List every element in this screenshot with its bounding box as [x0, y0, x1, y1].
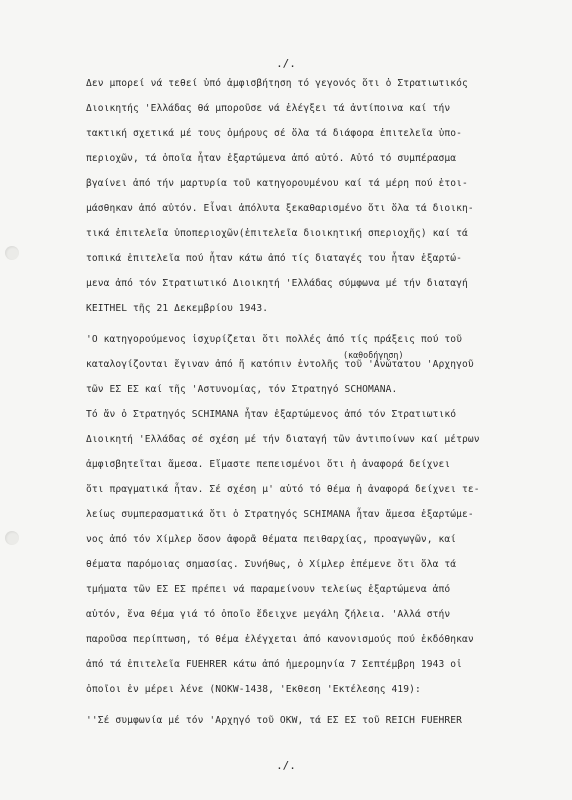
text-line: Τό ἄν ὁ Στρατηγός SCHIMANA ἦταν ἐξαρτώμενος ἀπό τόν Στρατιωτικό: [86, 409, 457, 420]
text-line: ''Σέ συμφωνία μέ τόν 'Αρχηγό τοῦ OKW, τά ΕΣ ΕΣ τοῦ REICH FUEHRER: [86, 715, 463, 726]
text-line: ἀπό τά ἐπιτελεῖα FUEHRER κάτω ἀπό ἡμερομηνία 7 Σεπτέμβρη 1943 οἱ: [86, 659, 463, 670]
text-line: ὁποῖοι ἐν μέρει λένε (NOKW-1438, 'Εκθεση 'Εκτέλεσης 419):: [86, 684, 421, 695]
text-line: μενα ἀπό τόν Στρατιωτικό Διοικητή 'Ελλάδας σύμφωνα μέ τήν διαταγή: [86, 278, 468, 289]
text-line: 'Ο κατηγορούμενος ἰσχυρίζεται ὅτι πολλές ἀπό τίς πράξεις πού τοῦ: [86, 334, 463, 345]
text-line: βγαίνει ἀπό τήν μαρτυρία τοῦ κατηγορουμένου καί τά μέρη πού ἑτοι-: [86, 178, 468, 189]
text-line: ὅτι πραγματικά ἦταν. Σέ σχέση μ' αὐτό τό θέμα ἡ ἀναφορά δείχνει τε-: [86, 484, 480, 495]
punch-hole: [5, 246, 19, 260]
text-line: τοπικά ἐπιτελεῖα πού ἦταν κάτω ἀπό τίς διαταγές του ἦταν ἐξαρτώ-: [86, 253, 463, 264]
text-line: τακτική σχετικά μέ τους ὁμήρους σέ ὅλα τά διάφορα ἐπιτελεῖα ὑπο-: [86, 128, 463, 139]
text-line: τῶν ΕΣ ΕΣ καί τῆς 'Αστυνομίας, τόν Στρατηγό SCHOMANA.: [86, 384, 398, 395]
text-line: καταλογίζονται ἔγιναν ἀπό ἤ κατόπιν ἐντολῆς τοῦ 'Ανώτατου 'Αρχηγοῦ: [86, 359, 474, 370]
text-line: τμήματα τῶν ΕΣ ΕΣ πρέπει νά παραμείνουν τελείως ἐξαρτώμενα ἀπό: [86, 584, 451, 595]
text-line: Διοικητή 'Ελλάδας σέ σχέση μέ τήν διαταγή τῶν ἀντιποίνων καί μέτρων: [86, 434, 480, 445]
page-continuation-marker-bottom: ./.: [276, 759, 296, 772]
text-line: KEITHEL τῆς 21 Δεκεμβρίου 1943.: [86, 303, 269, 314]
text-line: περιοχῶν, τά ὁποῖα ἦταν ἐξαρτώμενα ἀπό αὐτό. Αὐτό τό συμπέρασμα: [86, 153, 457, 164]
text-line: ἀμφισβητεῖται ἄμεσα. Εἴμαστε πεπεισμένοι ὅτι ἡ ἀναφορά δείχνει: [86, 459, 451, 470]
punch-hole: [5, 531, 19, 545]
text-line: παροῦσα περίπτωση, τό θέμα ἐλέγχεται ἀπό κανονισμούς πού ἐκδόθηκαν: [86, 634, 474, 645]
text-line: λείως συμπερασματικά ὅτι ὁ Στρατηγός SCHIMANA ἦταν ἄμεσα ἐξαρτώμε-: [86, 509, 474, 520]
text-line: μάσθηκαν ἀπό αὐτόν. Εἶναι ἀπόλυτα ξεκαθαρισμένο ὅτι ὅλα τά διοικη-: [86, 203, 474, 214]
page-continuation-marker-top: ./.: [276, 57, 296, 70]
text-line: Δεν μπορεί νά τεθεί ὑπό ἀμφισβήτηση τό γεγονός ὅτι ὁ Στρατιωτικός: [86, 78, 468, 89]
text-line: Διοικητής 'Ελλάδας θά μποροῦσε νά ἐλέγξει τά ἀντίποινα καί τήν: [86, 103, 451, 114]
text-line: θέματα παρόμοιας σημασίας. Συνήθως, ὁ Χίμλερ ἐπέμενε ὅτι ὅλα τά: [86, 559, 457, 570]
handwritten-insertion: (καθοδήγηση): [343, 350, 404, 360]
text-line: αὐτόν, ἕνα θέμα γιά τό ὁποῖο ἔδειχνε μεγάλη ζήλεια. 'Αλλά στήν: [86, 609, 451, 620]
text-line: νος ἀπό τόν Χίμλερ ὅσον ἀφορᾶ θέματα πειθαρχίας, προαγωγῶν, καί: [86, 534, 457, 545]
text-line: τικά ἐπιτελεῖα ὑποπεριοχῶν(ἐπιτελεῖα διοικητική σπεριοχῆς) καί τά: [86, 228, 468, 239]
